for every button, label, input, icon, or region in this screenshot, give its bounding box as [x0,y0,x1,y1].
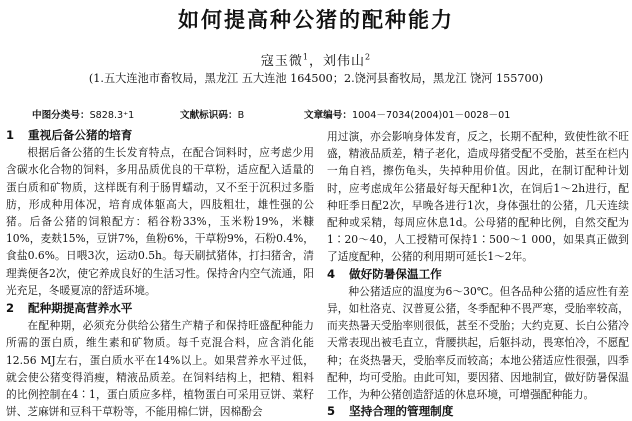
section-number: 2 [6,301,15,316]
affiliation-line: (1.五大连池市畜牧局，黑龙江 五大连池 164500；2.饶河县畜牧局，黑龙江 饶河 155700) [88,72,544,85]
section-heading [6,127,314,144]
section-title: 配种期提高营养水平 [28,301,133,316]
section-number: 4 [327,266,336,281]
section-number: 1 [6,128,15,142]
section-number: 5 [327,404,336,419]
article-number-label: 文章编号： [304,110,352,121]
section-title: 坚持合理的管理制度 [349,404,454,419]
author-name: 寇玉微 [260,54,303,69]
author-line [0,50,632,69]
clc-label: 中图分类号： [32,110,90,121]
author-separator: ， [308,54,323,69]
body-paragraph: 根据后备公猪的生长发育特点，在配合饲料时，应考虑少用含碳水化合物的饲料，多用品质优良的干草粉，适应配入适量的蛋白质和矿物质，这样既有利于肠胃蠕动，又不至于沉积过多脂肪，形成种用体况，培育成体躯高大，四肢粗壮，雄性强的公猪。后备公猪的饲粮配方：稻谷粉33%，玉米粉19%，米糠10%，麦麸15%，豆饼7%，鱼粉6%，干草粉9%，石粉0.4%，食盐0.6%。日喂3次，运动0.5h。每天刷拭猪体，打扫猪舍，清理粪便各2次，使它养成良好的生活习性。保持舍内空气流通，阳光充足，冬暖夏凉的舒适环境。 [6,146,314,297]
author-affiliation-mark: 1 [302,52,309,62]
body-paragraph: 在配种期，必须充分供给公猪生产精子和保持旺盛配种能力所需的蛋白质，维生素和矿物质。每千克混合料，应含消化能12.56 MJ左右，蛋白质水平在14%以上。如果营养水平过低，就会使公猪变得消瘦，精液品质差。在饲料结构上，把精、粗料的比例控制在4∶1，蛋白质应多样，植物蛋白可采用豆饼、菜籽饼、芝麻饼和豆科干草粉等，不能用棉仁饼，因棉酚会 [6,319,314,419]
author-name: 刘伟山 [323,54,366,69]
document-code-value: B [237,110,245,121]
article-number [304,107,510,121]
author-affiliation-mark: 2 [365,52,372,62]
section-heading [6,300,314,317]
section-heading [327,403,629,420]
section-title: 重视后备公猪的培育 [28,128,133,142]
right-column [327,128,629,420]
section-heading [327,266,629,283]
paper-title: 如何提高种公猪的配种能力 [178,8,454,32]
section-title: 做好防暑保温工作 [349,266,442,281]
body-paragraph-continued: 用过演，亦会影响身体发育，反之，长期不配种，致使性欲不旺盛，精液品质差，精子老化，造成母猪受配不受胎，甚至在栏内一角自裆，擦伤龟头，失掉种用价值。因此，在制订配种计划时，应考虑成年公猪最好每天配种1次，在饲后1～2h进行，配种旺季日配2次，早晚各进行1次，身体强壮的公猪，几天连续配种或采精，每周应休息1d。公母猪的配种比例，自然交配为1∶20～40，人工授精可保持1∶500～1 000，如果真正做到了适度配种，公猪的利用期可延长1～2年。 [327,130,629,264]
document-code [180,107,244,121]
article-number-value: 1004－7034(2004)01－0028－01 [351,110,511,121]
document-code-label: 文献标识码： [180,110,238,121]
clc-number [32,107,134,121]
clc-value: S828.3⁺1 [89,110,135,121]
body-paragraph: 种公猪适应的温度为6～30℃。但各品种公猪的适应性有差异，如杜洛克、汉普夏公猪，冬季配种不畏严寒，受胎率较高，而夹热暑天受胎率则很低，甚至不受胎；大约克夏、长白公猪冷天常表现出被毛直立，背腰拱起，后躯抖动，畏寒怕冷，不愿配种；在炎热暑天，受胎率反而较高；本地公猪适应性很强，四季配种，均可受胎。由此可知，要因猪、因地制宜，做好防暑保温工作，为种公猪创造舒适的休息环境，可增强配种能力。 [327,284,629,402]
left-column [6,127,314,420]
